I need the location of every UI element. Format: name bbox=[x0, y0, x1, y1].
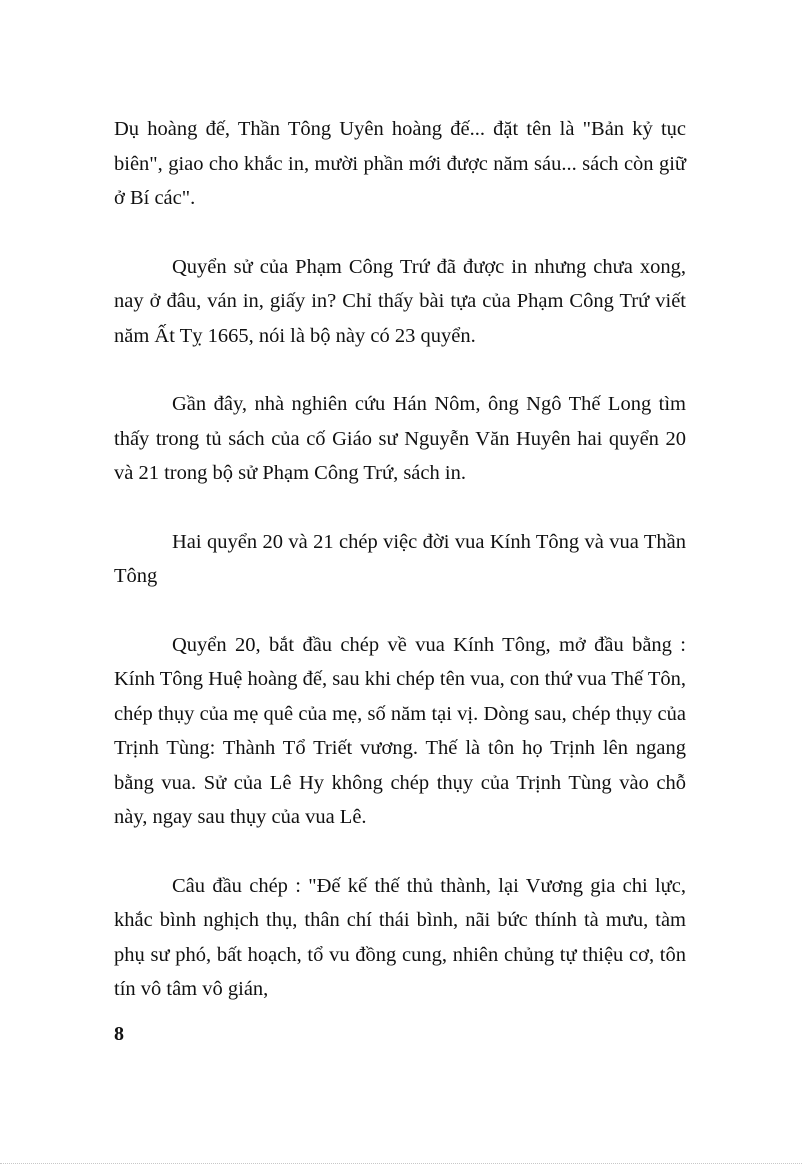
paragraph-6: Câu đầu chép : "Đế kế thế thủ thành, lại Vương gia chi lực, khắc bình nghịch thụ, thân chí thái bình, nãi bức thính tà mưu, tàm phụ sư phó, bất hoạch, tổ vu đồng cung, nhiên chủng tự thiệu cơ, tôn tín vô tâm vô gián, bbox=[114, 874, 686, 1000]
page-bottom-edge bbox=[0, 1163, 802, 1164]
body-text bbox=[114, 112, 686, 1041]
page-number: 8 bbox=[114, 1023, 124, 1045]
paragraph-5: Quyển 20, bắt đầu chép về vua Kính Tông, mở đầu bằng : Kính Tông Huệ hoàng đế, sau khi chép tên vua, con thứ vua Thế Tôn, chép thụy của mẹ quê của mẹ, số năm tại vị. Dòng sau, chép thụy của Trịnh Tùng: Thành Tổ Triết vương. Thế là tôn họ Trịnh lên ngang bằng vua. Sử của Lê Hy không chép thụy của Trịnh Tùng vào chỗ này, ngay sau thụy của vua Lê. bbox=[114, 633, 686, 828]
paragraph-1: Dụ hoàng đế, Thần Tông Uyên hoàng đế... đặt tên là "Bản kỷ tục biên", giao cho khắc in, mười phần mới được năm sáu... sách còn giữ ở Bí các". bbox=[114, 118, 686, 209]
paragraph-2: Quyển sử của Phạm Công Trứ đã được in nhưng chưa xong, nay ở đâu, ván in, giấy in? Chỉ thấy bài tựa của Phạm Công Trứ viết năm Ất Tỵ 1665, nói là bộ này có 23 quyển. bbox=[114, 255, 686, 347]
paragraph-3: Gần đây, nhà nghiên cứu Hán Nôm, ông Ngô Thế Long tìm thấy trong tủ sách của cố Giáo sư Nguyễn Văn Huyên hai quyển 20 và 21 trong bộ sử Phạm Công Trứ, sách in. bbox=[114, 393, 686, 484]
paragraph-4: Hai quyển 20 và 21 chép việc đời vua Kính Tông và vua Thần Tông bbox=[114, 530, 686, 587]
